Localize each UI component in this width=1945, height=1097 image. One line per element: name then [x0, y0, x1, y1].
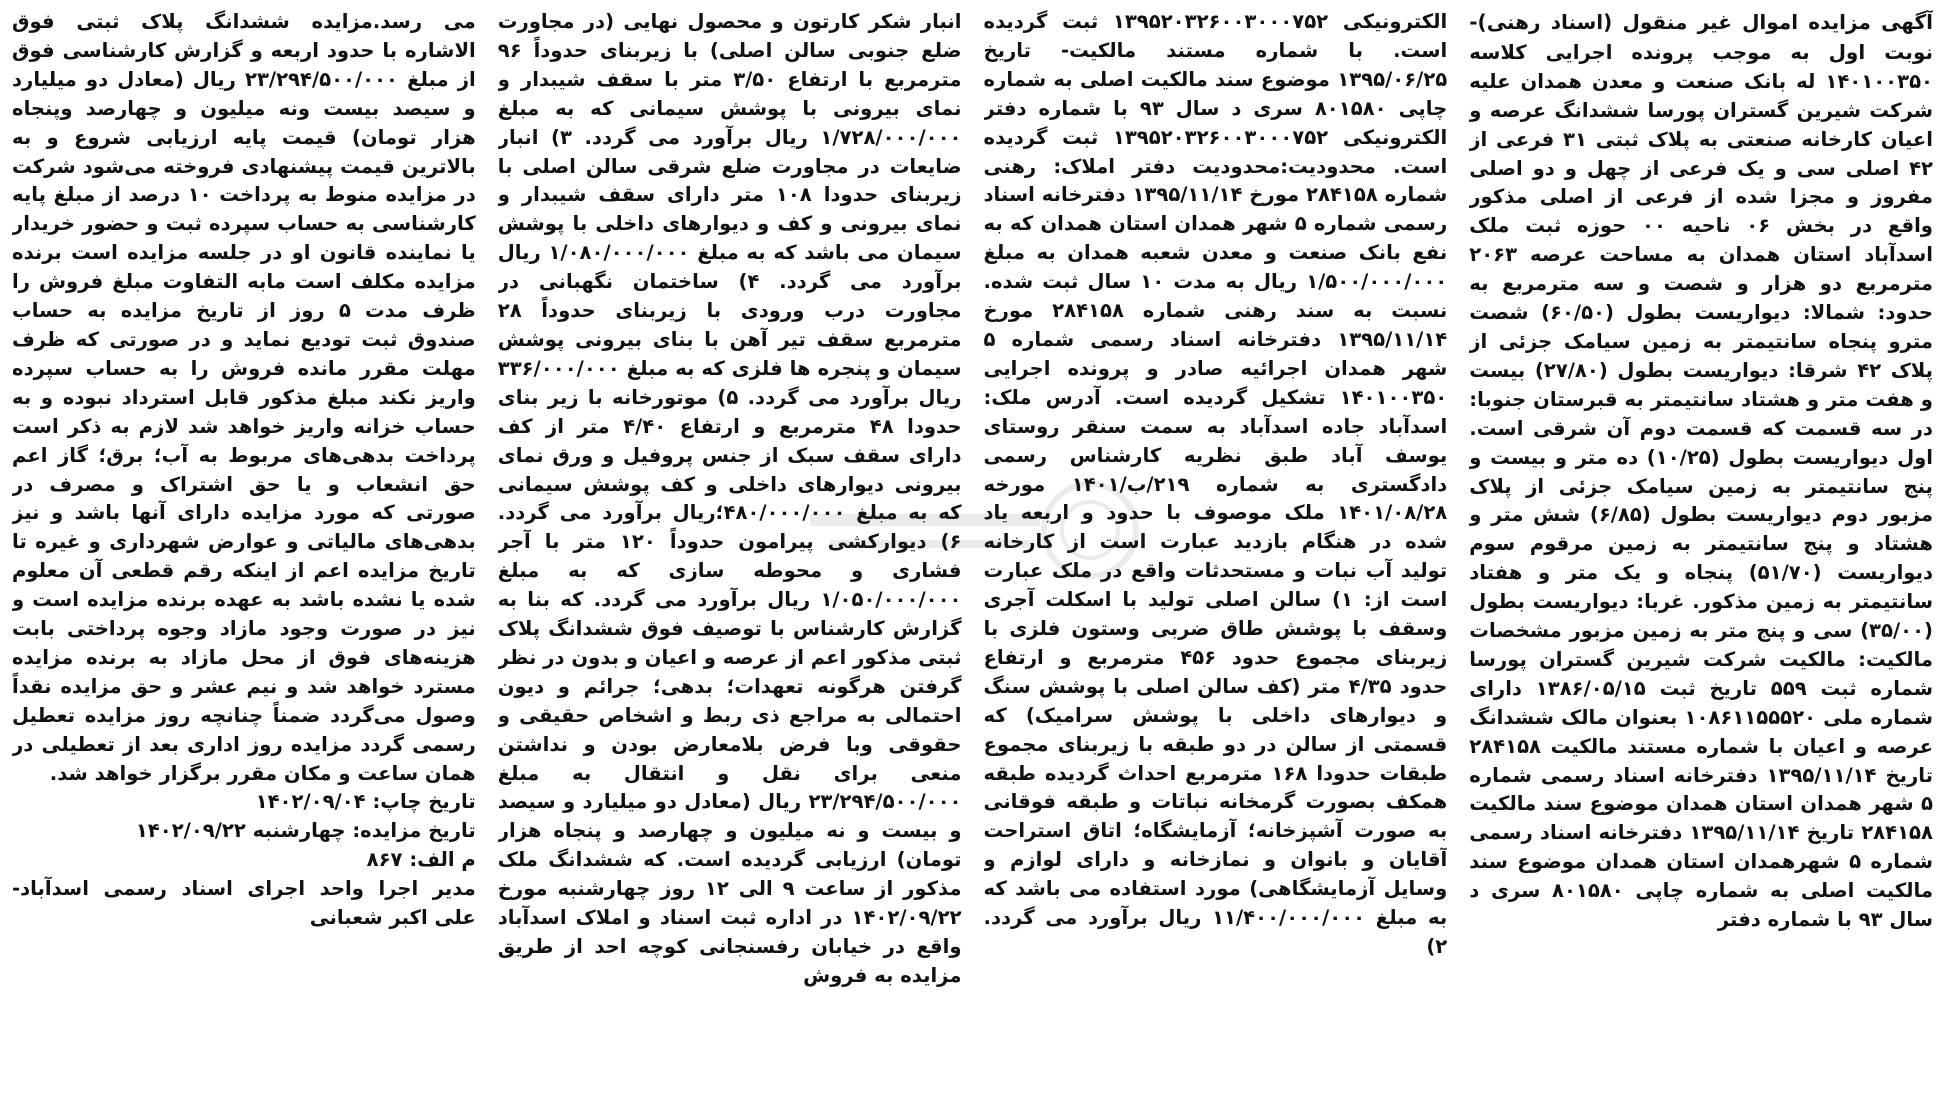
auction-date: تاریخ مزایده: چهارشنبه ۱۴۰۲/۰۹/۲۲ [135, 819, 476, 843]
notice-column-2 [984, 8, 1448, 1091]
reference-number: م الف: ۸۶۷ [366, 848, 476, 872]
notice-column-3 [498, 8, 962, 1091]
notice-text-3: انبار شکر کارتون و محصول نهایی (در مجاورت ضلع جنوبی سالن اصلی) با زیربنای حدوداً ۹۶ مترمربع با ارتفاع ۳/۵۰ متر با سقف شیبدار و نمای بیرونی با پوشش سیمانی که به مبلغ ۱/۷۲۸/۰۰۰/۰۰۰ ریال برآورد می گردد. ۳) انبار ضایعات در مجاورت ضلع شرقی سالن اصلی با زیربنای حدودا ۱۰۸ متر دارای سقف شیبدار و نمای بیرونی و کف و دیوارهای داخلی با پوشش سیمان می باشد که به مبلغ ۱/۰۸۰/۰۰۰/۰۰۰ ریال برآورد می گردد. ۴) ساختمان نگهبانی در مجاورت درب ورودی با زیربنای حدوداً ۲۸ مترمربع سقف تیر آهن با بنای بیرونی پوشش سیمان و پنجره ها فلزی که به مبلغ ۳۳۶/۰۰۰/۰۰۰ ریال برآورد می گردد. ۵) موتورخانه با زیر بنای حدودا ۴۸ مترمربع و ارتفاع ۴/۴۰ متر از کف دارای سقف سبک از جنس پروفیل و ورق نمای بیرونی دیوارهای داخلی و کف پوشش سیمانی که به مبلغ ۴۸۰/۰۰۰/۰۰۰؛ریال برآورد می گردد. ۶) دیوارکشی پیرامون حدوداً ۱۲۰ متر با آجر فشاری و محوطه سازی که به مبلغ ۱/۰۵۰/۰۰۰/۰۰۰ ریال برآورد می گردد. که بنا به گزارش کارشناس با توصیف فوق ششدانگ پلاک ثبتی مذکور اعم از عرصه و اعیان و بدون در نظر گرفتن هرگونه تعهدات؛ بدهی؛ جرائم و دیون احتمالی به مراجع ذی ربط و اشخاص حقیقی و حقوقی وبا فرض بلامعارض بودن و نداشتن منعی برای نقل و انتقال به مبلغ ۲۳/۲۹۴/۵۰۰/۰۰۰ ریال (معادل دو میلیارد و سیصد و بیست و نه میلیون و چهارصد و پنجاه هزار تومان) ارزیابی گردیده است. که ششدانگ ملک مذکور از ساعت ۹ الی ۱۲ روز چهارشنبه مورخ ۱۴۰۲/۰۹/۲۲ در اداره ثبت اسناد و املاک اسدآباد واقع در خیابان رفسنجانی کوچه احد از طریق مزایده به فروش [497, 10, 962, 987]
notice-text-2: الکترونیکی ۱۳۹۵۲۰۳۲۶۰۰۳۰۰۰۷۵۲ ثبت گردیده است. با شماره مستند مالکیت- تاریخ ۱۳۹۵/۰۶/۲۵ موضوع سند مالکیت اصلی به شماره چاپی ۸۰۱۵۸۰ سری د سال ۹۳ با شماره دفتر الکترونیکی ۱۳۹۵۲۰۳۲۶۰۰۳۰۰۰۷۵۲ ثبت گردیده است. محدودیت:محدودیت دفتر املاک: رهنی شماره ۲۸۴۱۵۸ مورخ ۱۳۹۵/۱۱/۱۴ دفترخانه اسناد رسمی شماره ۵ شهر همدان استان همدان که به نفع بانک صنعت و معدن شعبه همدان به مبلغ ۱/۵۰۰/۰۰۰/۰۰۰ ریال به مدت ۱۰ سال ثبت شده. نسبت به سند رهنی شماره ۲۸۴۱۵۸ مورخ ۱۳۹۵/۱۱/۱۴ دفترخانه اسناد رسمی شماره ۵ شهر همدان اجرائیه صادر و پرونده اجرایی ۱۴۰۱۰۰۳۵۰ تشکیل گردیده است. آدرس ملک: اسدآباد جاده اسدآباد به سمت سنقر روستای یوسف آباد طبق نظریه کارشناس رسمی دادگستری به شماره ۲۱۹/ب/۱۴۰۱ مورخه ۱۴۰۱/۰۸/۲۸ ملک موصوف با حدود و اربعه یاد شده در هنگام بازدید عبارت است از کارخانه تولید آب نبات و مستحدثات واقع در ملک عبارت است از: ۱) سالن اصلی تولید با اسکلت آجری وسقف با پوشش طاق ضربی وستون فلزی با زیربنای مجموع حدود ۴۵۶ مترمربع و ارتفاع حدود ۴/۳۵ متر (کف سالن اصلی با پوشش سنگ و دیوارهای داخلی با پوشش سرامیک) که قسمتی از سالن در دو طبقه با زیربنای مجموع طبقات حدودا ۱۶۸ مترمربع احداث گردیده طبقه همکف بصورت گرمخانه نباتات و طبقه فوقانی به صورت آشپزخانه؛ آزمایشگاه؛ اتاق استراحت آقایان و بانوان و نمازخانه و دارای لوازم و وسایل آزمایشگاهی) مورد استفاده می باشد که به مبلغ ۱۱/۴۰۰/۰۰۰/۰۰۰ ریال برآورد می گردد. ۲) [983, 10, 1448, 958]
print-date: تاریخ چاپ: ۱۴۰۲/۰۹/۰۴ [255, 790, 476, 814]
notice-column-4 [12, 8, 476, 1091]
notice-title: آگهی مزایده اموال غیر منقول (اسناد رهنی)- نوبت اول [1469, 10, 1933, 64]
notice-text-4: می رسد.مزایده ششدانگ پلاک ثبتی فوق الاشاره با حدود اربعه و گزارش کارشناسی فوق از مبلغ ۲۳/۲۹۴/۵۰۰/۰۰۰ ریال (معادل دو میلیارد و سیصد بیست ونه میلیون و چهارصد وپنجاه هزار تومان) قیمت پایه ارزیابی شروع و به بالاترین قیمت پیشنهادی فروخته می‌شود شرکت در مزایده منوط به پرداخت ۱۰ درصد از مبلغ پایه کارشناسی به حساب سپرده ثبت و حضور خریدار یا نماینده قانون او در جلسه مزایده است برنده مزایده مکلف است مابه التفاوت مبلغ فروش را ظرف مدت ۵ روز از تاریخ مزایده به حساب صندوق ثبت توديع نماید و در صورتی که ظرف مهلت مقرر مانده فروش را به حساب سپرده واریز نکند مبلغ مذکور قابل استرداد نبوده و به حساب خزانه واریز خواهد شد لازم به ذکر است پرداخت بدهی‌های مربوط به آب؛ برق؛ گاز اعم حق انشعاب و یا حق اشتراک و مصرف در صورتی که مورد مزایده دارای آنها باشد و نیز بدهی‌های مالیاتی و عوارض شهرداری و غیره تا تاریخ مزایده اعم از اینکه رقم قطعی آن معلوم شده یا نشده باشد به عهده برنده مزایده است و نیز در صورت وجود مازاد وجوه پرداختی بابت هزینه‌های فوق از محل مازاد به برنده مزایده مسترد خواهد شد و نیم عشر و حق مزایده نقداً وصول می‌گردد ضمناً چنانچه روز مزایده تعطیل رسمی گردد مزایده روز اداری بعد از تعطیلی در همان ساعت و مکان مقرر برگزار خواهد شد. [12, 10, 476, 785]
notice-column-1 [1469, 8, 1933, 1091]
notice-text-1: به موجب پرونده اجرایی کلاسه ۱۴۰۱۰۰۳۵۰ له بانک صنعت و معدن همدان علیه شرکت شیرین گستران پورسا ششدانگ عرصه و اعیان کارخانه صنعتی به پلاک ثبتی ۳۱ فرعی از ۴۲ اصلی سی و یک فرعی از چهل و دو اصلی مفروز و مجزا شده از فرعی از اصلی مذکور واقع در بخش ۰۶ ناحیه ۰۰ حوزه ثبت ملک اسدآباد استان همدان به مساحت عرصه ۲۰۶۳ مترمربع دو هزار و شصت و سه مترمربع به حدود: شمالا: دیواریست بطول (۶۰/۵۰) شصت مترو پنجاه سانتیمتر به زمین سیامک جزئی از پلاک ۴۲ شرقا: دیواریست بطول (۲۷/۸۰) بیست و هفت متر و هشتاد سانتیمتر به قبرستان جنوبا: در سه قسمت که قسمت دوم آن شرقی است. اول دیواریست بطول (۱۰/۲۵) ده متر و بیست و پنج سانتیمتر به زمین سیامک جزئی از پلاک مزبور دوم دیواریست بطول (۶/۸۵) شش متر و هشتاد و پنج سانتیمتر به زمین مرقوم سوم دیواریست (۵۱/۷۰) پنجاه و یک متر و هفتاد سانتیمتر به زمین مذکور. غربا: دیواریست بطول (۳۵/۰۰) سی و پنج متر به زمین مزبور مشخصات مالکیت: مالکیت شرکت شیرین گستران پورسا شماره ثبت ۵۵۹ تاریخ ثبت ۱۳۸۶/۰۵/۱۵ دارای شماره ملی ۱۰۸۶۱۱۵۵۵۲۰ بعنوان مالک ششدانگ عرصه و اعیان با شماره مستند مالکیت ۲۸۴۱۵۸ تاریخ ۱۳۹۵/۱۱/۱۴ دفترخانه اسناد رسمی شماره ۵ شهر همدان استان همدان موضوع سند مالکیت ۲۸۴۱۵۸ تاریخ ۱۳۹۵/۱۱/۱۴ دفترخانه اسناد رسمی شماره ۵ شهرهمدان استان همدان موضوع سند مالکیت اصلی به شماره چاپی ۸۰۱۵۸۰ سری د سال ۹۳ با شماره دفتر [1469, 40, 1933, 932]
signature: مدیر اجرا واحد اجرای اسناد رسمی اسدآباد- علی اکبر شعبانی [12, 877, 476, 930]
